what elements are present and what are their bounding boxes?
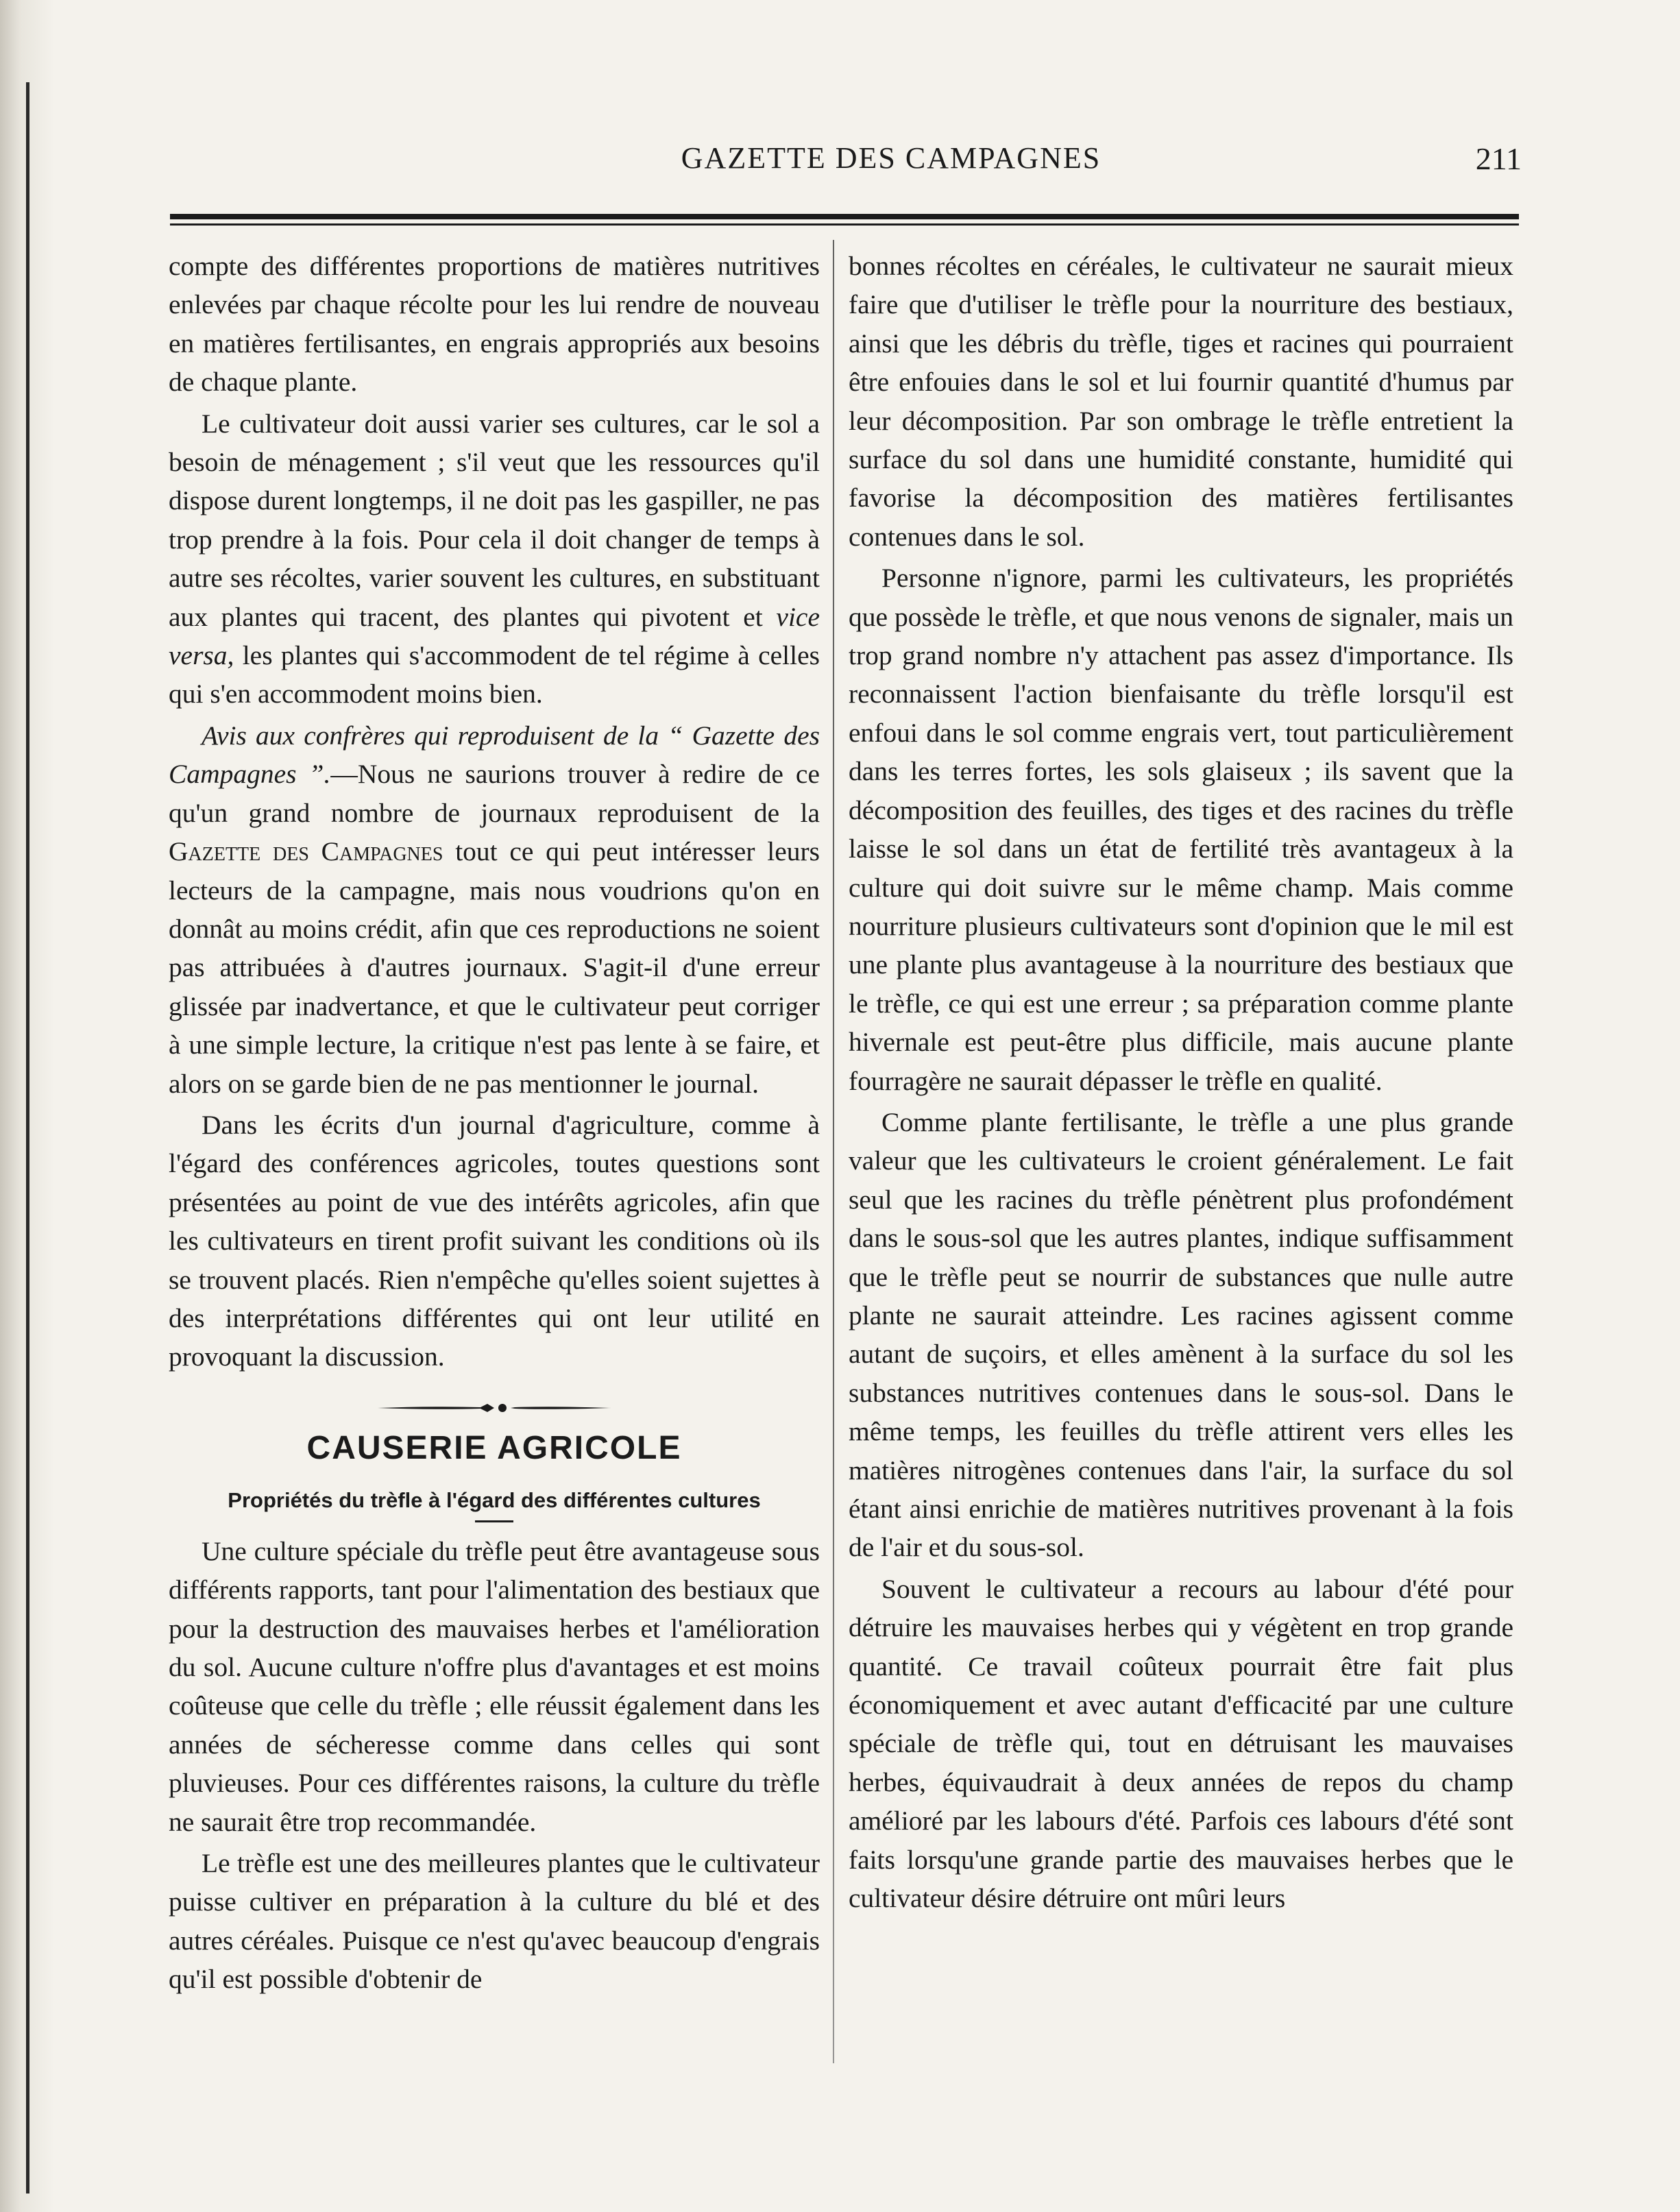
right-paragraph-2: Personne n'ignore, parmi les cultivateurs, les propriétés que possède le trèfle, et que nous venons de signaler, mais un trop grand nombre n'y attachent pas assez d'importance. Ils reconnaissent l'action bienfaisante du trèfle lorsqu'il est enfoui dans le sol comme engrais vert, tout particulièrement dans les terres fortes, les sols glaiseux ; ils savent que la décomposition des feuilles, des tiges et des racines du trèfle laisse le sol dans un état de fertilité très avantageux à la culture qui doit suivre sur le même champ. Mais comme nourriture plusieurs cultivateurs sont d'opinion que le mil est une plante plus avantageuse à la nourriture des bestiaux que le trèfle, ce qui est une erreur ; sa préparation comme plante hivernale est peut-être plus difficile, mais aucune plante fourragère ne saurait dépasser le trèfle en qualité. — [849, 563, 1513, 1096]
left-paragraph-3-a: —Nous ne saurions trouver à redire de ce qu'un grand nombre de journaux reproduisent de la — [169, 759, 820, 828]
section-subtitle: Propriétés du trèfle à l'égard des différentes cultures — [228, 1487, 761, 1512]
left-paragraph-2 — [169, 404, 820, 714]
header-rule-thin — [170, 223, 1519, 226]
notice-heading: Avis aux confrères qui reproduisent de la “ Gazette des Campagnes ”. — [169, 720, 820, 790]
right-paragraph-3: Comme plante fertilisante, le trèfle a une plus grande valeur que les cultivateurs le croient généralement. Le fait seul que les racines du trèfle pénètrent plus profondément dans le sous-sol que les autres plantes, indique suffisamment que le trèfle peut se nourrir de substances que nulle autre plante ne saurait atteindre. Les racines agissent comme autant de suçoirs, et elles amènent à la surface du sol les substances nutritives contenues dans le sous-sol. Dans le même temps, les feuilles du trèfle attirent vers elles les matières nitrogènes contenues dans l'air, la surface du sol étant ainsi enrichie de matières nutritives provenant à la fois de l'air et du sous-sol. — [849, 1106, 1513, 1563]
publication-title: GAZETTE DES CAMPAGNES — [681, 141, 1101, 175]
left-paragraph-1: compte des différentes proportions de matières nutritives enlevées par chaque récolte pour les lui rendre de nouveau en matières fertilisantes, en engrais appropriés aux besoins de chaque plante. — [169, 251, 820, 398]
column-divider — [833, 240, 834, 2063]
left-paragraph-3 — [169, 716, 820, 1103]
left-paragraph-5: Une culture spéciale du trèfle peut être avantageuse sous différents rapports, tant pour l'alimentation des bestiaux que pour la destruction des mauvaises herbes et l'amélioration du sol. Aucune culture n'offre plus d'avantages et est moins coûteuse que celle du trèfle ; elle réussit également dans les années de sécheresse comme dans celles qui sont pluvieuses. Pour ces différentes raisons, la culture du trèfle ne saurait être trop recommandée. — [169, 1535, 820, 1837]
right-column — [849, 247, 1513, 1917]
section-ornament — [378, 1400, 611, 1416]
left-column — [169, 247, 820, 1999]
header-rule-thick — [170, 214, 1519, 219]
right-paragraph-4: Souvent le cultivateur a recours au labour d'été pour détruire les mauvaises herbes qui y végètent en trop grande quantité. Ce travail coûteux pourrait être fait plus économiquement et avec autant d'efficacité par une culture spéciale de trèfle qui, tout en détruisant les mauvaises herbes, équivaudrait à deux années de repos du champ amélioré par les labours d'été. Parfois ces labours d'été sont faits lorsqu'une grande partie des mauvaises herbes que le cultivateur désire détruire ont mûri leurs — [849, 1573, 1513, 1914]
right-paragraph-1: bonnes récoltes en céréales, le cultivateur ne saurait mieux faire que d'utiliser le trèfle pour la nourriture des bestiaux, ainsi que les débris du trèfle, tiges et racines qui pourraient être enfouies dans le sol et lui fournir quantité d'humus par leur décomposition. Par son ombrage le trèfle entretient la surface du sol dans une humidité constante, humidité qui favorise la décomposition des matières fertilisantes contenues dans le sol. — [849, 251, 1513, 552]
left-paragraph-4: Dans les écrits d'un journal d'agriculture, comme à l'égard des conférences agricoles, toutes questions sont présentées au point de vue des intérêts agricoles, afin que les cultivateurs en tirent profit suivant les conditions où ils se trouvent placés. Rien n'empêche qu'elles soient sujettes à des interprétations différentes qui ont leur utilité en provoquant la discussion. — [169, 1109, 820, 1372]
publication-name-smallcaps: Gazette des Campagnes — [169, 836, 443, 867]
section-title: CAUSERIE AGRICOLE — [306, 1429, 682, 1466]
binding-edge-line — [26, 82, 29, 2193]
left-paragraph-6: Le trèfle est une des meilleures plantes que le cultivateur puisse cultiver en préparation à la culture du blé et des autres céréales. Puisque ce n'est qu'avec beaucoup d'engrais qu'il est possible d'obtenir de — [169, 1848, 820, 1995]
subtitle-rule — [475, 1520, 513, 1522]
page-number: 211 — [1475, 141, 1522, 176]
running-head — [165, 141, 1522, 189]
left-paragraph-2-text: Le cultivateur doit aussi varier ses cultures, car le sol a besoin de ménagement ; s'il veut que les ressources qu'il dispose durent longtemps, il ne doit pas les gaspiller, ne pas trop prendre à la fois. Pour cela il doit changer de temps à autre ses récoltes, varier souvent les cultures, en substituant aux plantes qui tracent, des plantes qui pivotent et — [169, 408, 820, 632]
left-paragraph-2-end: les plantes qui s'accommodent de tel régime à celles qui s'en accommodent moins bien. — [169, 640, 820, 709]
left-paragraph-3-b: tout ce qui peut intéresser leurs lecteurs de la campagne, mais nous voudrions qu'on en donnât au moins crédit, afin que ces reproductions ne soient pas attribuées à d'autres journaux. S'agit-il d'une erreur glissée par inadvertance, et que le cultivateur peut corriger à une simple lecture, la critique n'est pas lente à se faire, et alors on se garde bien de ne pas mentionner le journal. — [169, 836, 820, 1099]
left-paragraph-2-italic: vice versa, — [169, 601, 820, 671]
